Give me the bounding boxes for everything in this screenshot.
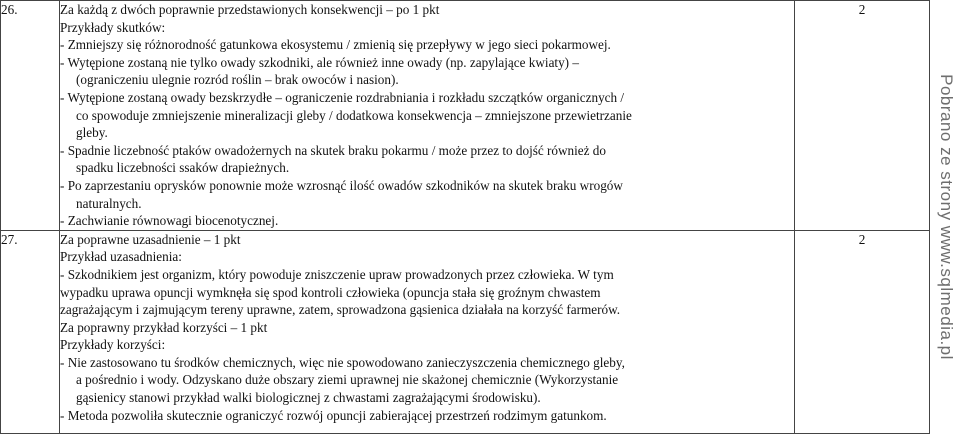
text-line: gąsienicy stanowi przykład walki biologicznej z chwastami zagrażającymi środowisku). [76,390,541,406]
text-line: - Zmniejszy się różnorodność gatunkowa ekosystemu / zmienią się przepływy w jego sieci pokarmowej. [60,37,611,53]
text-line: (ograniczeniu ulegnie rozród roślin – brak owoców i nasion). [76,72,399,88]
content-lines [60,1,794,230]
text-line: Przykłady skutków: [60,19,166,35]
text-line: - Zachwianie równowagi biocenotycznej. [60,213,279,229]
text-line: Za poprawne uzasadnienie – 1 pkt [60,231,241,247]
task-content [60,230,795,433]
text-line: - Szkodnikiem jest organizm, który powoduje zniszczenie upraw prowadzonych przez człowieka. W tym [60,266,614,282]
text-line: naturalnych. [76,195,142,211]
text-line: Za każdą z dwóch poprawnie przedstawionych konsekwencji – po 1 pkt [60,2,440,17]
content-lines [60,231,794,425]
text-line: Przykład uzasadnienia: [60,249,182,265]
text-line: Za poprawny przykład korzyści – 1 pkt [60,319,268,335]
table-row [1,1,930,231]
text-line: - Nie zastosowano tu środków chemicznych, więc nie spowodowano zanieczyszczenia chemicznego gleby, [60,354,625,370]
text-line: gleby. [76,125,108,141]
text-line: - Wytępione zostaną nie tylko owady szkodniki, ale również inne owady (np. zapylające kwiaty) – [60,54,579,70]
text-line: spadku liczebności ssaków drapieżnych. [76,160,290,176]
score-cell: 2 [795,1,930,231]
watermark [931,0,960,433]
text-line: - Metoda pozwoliła skutecznie ograniczyć rozwój opuncji zabierającej przestrzeń rodzimym gatunkom. [60,407,607,423]
task-content [60,1,795,231]
text-line: - Spadnie liczebność ptaków owadożernych na skutek braku pokarmu / może przez to dojść również do [60,142,606,158]
score-cell: 2 [795,230,930,433]
task-number: 26. [1,1,60,231]
task-number: 27. [1,230,60,433]
text-line: zagrażającym i zajmującym tereny uprawne, zatem, sprowadzona gąsienica działała na korzyść farmerów. [60,302,621,318]
text-line: - Po zaprzestaniu oprysków ponownie może wzrosnąć ilość owadów szkodników na skutek braku wrogów [60,177,623,193]
watermark-text: Pobrano ze strony www.sqlmedia.pl [936,73,956,360]
text-line: a pośrednio i wody. Odzyskano duże obszary ziemi uprawnej nie skażonej chemicznie (Wykorzystanie [76,372,619,388]
table-row [1,230,930,433]
text-line: - Wytępione zostaną owady bezskrzydłe – ograniczenie rozdrabniania i rozkładu szczątków organicznych / [60,89,625,105]
text-line: co spowoduje zmniejszenie mineralizacji gleby / dodatkowa konsekwencja – zmniejszone przewietrzanie [76,107,632,123]
text-line: Przykłady korzyści: [60,337,166,353]
text-line: wypadku uprawa opuncji wymknęła się spod kontroli człowieka (opuncja stała się groźnym chwastem [60,284,601,300]
